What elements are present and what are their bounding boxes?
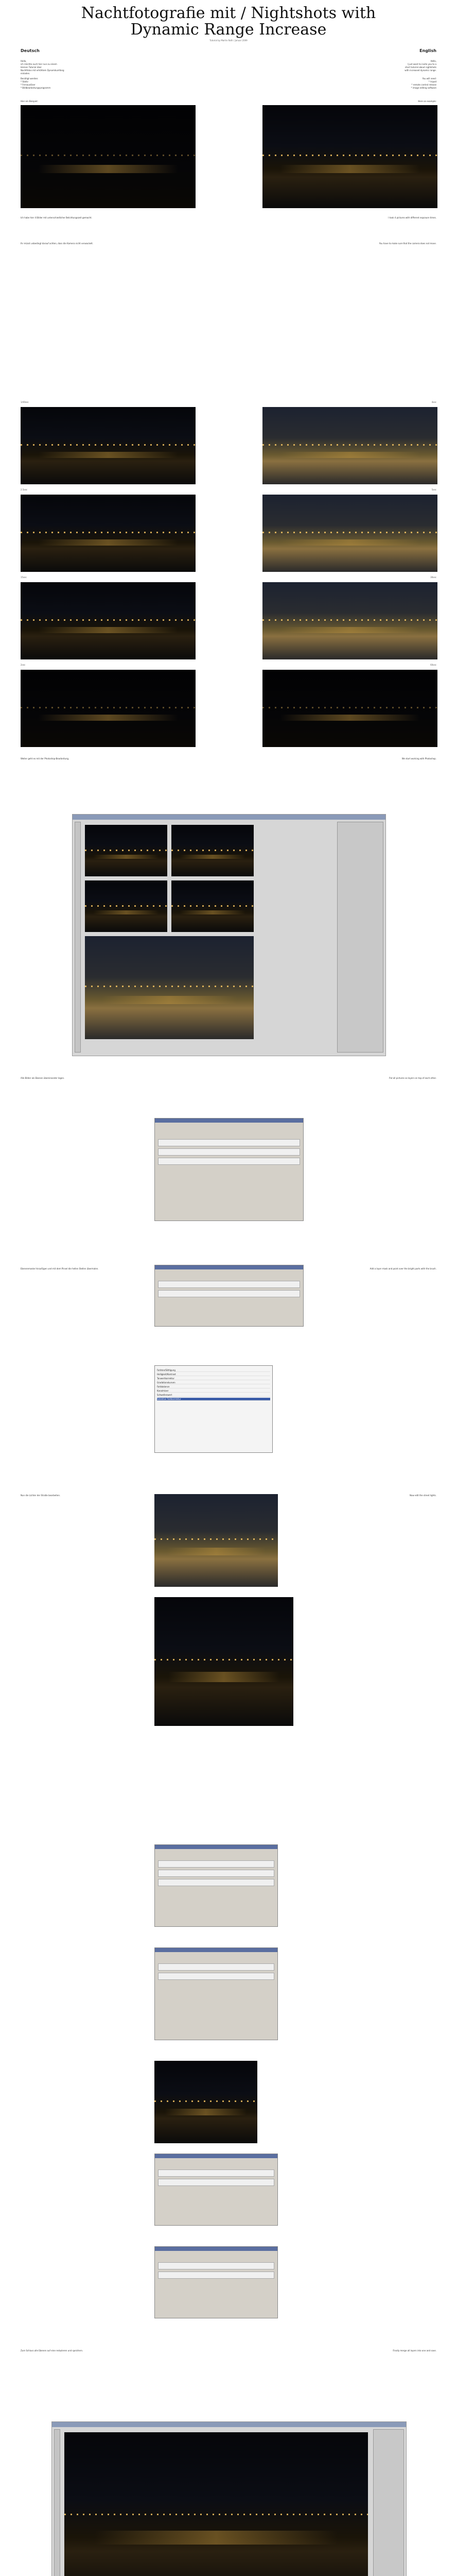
steps-text-de: Ihr müsst unbedingt darauf achten, dass die Kamera nicht verwackelt. bbox=[21, 242, 94, 245]
menu-item[interactable]: Tonwertkorrektur bbox=[157, 1377, 270, 1380]
final-text-en: Finally merge all layers into one and save. bbox=[393, 2349, 436, 2352]
layers-dialog-3 bbox=[154, 1947, 278, 2040]
document-window bbox=[64, 2432, 368, 2576]
title-line-1: Nachtfotografie mit / Nightshots with bbox=[81, 4, 376, 22]
titlebar bbox=[155, 1845, 277, 1849]
exposure-photo bbox=[21, 495, 196, 572]
document-window bbox=[85, 880, 167, 932]
layers-text-en: Put all pictures as layers on top of each other. bbox=[389, 1077, 436, 1079]
example-label-de: Hier ein Beispiel: bbox=[21, 100, 38, 103]
needs-de: Benötigt werden: * Stativ * Fernauslöser * Bildbearbeitungsprogramm bbox=[21, 77, 51, 89]
titlebar bbox=[155, 1948, 277, 1952]
menu-item[interactable]: Helligkeit/Kontrast bbox=[157, 1373, 270, 1376]
layer-row[interactable] bbox=[158, 2179, 274, 2186]
layer-row[interactable] bbox=[158, 1973, 274, 1980]
layers-panel bbox=[373, 2429, 404, 2576]
exposure-photo bbox=[262, 407, 437, 484]
document-window bbox=[85, 825, 167, 876]
example-photo-result bbox=[262, 105, 437, 208]
titlebar bbox=[155, 2247, 277, 2251]
titlebar bbox=[155, 1265, 303, 1269]
mask-photo bbox=[154, 1597, 293, 1726]
exposure-photo bbox=[21, 670, 196, 747]
toolbox bbox=[75, 822, 81, 1053]
photoshop-text-de: Weiter geht es mit der Photoshop-Bearbeitung. bbox=[21, 757, 69, 760]
layer-row[interactable] bbox=[158, 1148, 300, 1156]
document-window bbox=[171, 880, 254, 932]
layers-text-de: Alle Bilder als Ebenen übereinander legen. bbox=[21, 1077, 65, 1079]
layer-row[interactable] bbox=[158, 2272, 274, 2279]
document-window bbox=[85, 936, 254, 1039]
photoshop-text-en: We start working with Photoshop. bbox=[401, 757, 436, 760]
photoshop-final-screenshot bbox=[51, 2421, 407, 2576]
menu-item[interactable]: Farbbalance bbox=[157, 1385, 270, 1388]
titlebar bbox=[155, 2154, 277, 2158]
exposure-label: 2.5sec bbox=[21, 488, 28, 491]
adjustment-menu bbox=[154, 1365, 273, 1453]
intro-en: Hello, I just want to invite you to a short tutorial about nightshots with increased dynamic range. bbox=[405, 60, 436, 72]
example-photo-dark bbox=[21, 105, 196, 208]
lights-text-en: Now edit the street lights. bbox=[410, 1494, 436, 1497]
lights-photo bbox=[154, 1494, 278, 1587]
exposure-label: 60sec bbox=[430, 664, 436, 666]
menu-item[interactable]: Kanalmixer bbox=[157, 1389, 270, 1393]
layers-dialog bbox=[154, 1118, 304, 1221]
example-label-en: Here an example: bbox=[418, 100, 436, 103]
layer-row[interactable] bbox=[158, 2262, 274, 2269]
menu-item[interactable]: Gradationskurven bbox=[157, 1381, 270, 1384]
final-text-de: Zum Schluss alle Ebenen auf eine reduzieren und speichern. bbox=[21, 2349, 83, 2352]
layer-row[interactable] bbox=[158, 1290, 300, 1297]
detail-photo bbox=[154, 2061, 257, 2143]
exposure-photo bbox=[262, 495, 437, 572]
column-heading-english: English bbox=[419, 48, 436, 53]
menu-item-selected[interactable]: Selektive Farbkorrektur bbox=[157, 1398, 270, 1401]
layers-dialog-4 bbox=[154, 2154, 278, 2226]
needs-en: You will need: * tripod * remote control release * image editing software bbox=[411, 77, 436, 89]
page-title bbox=[0, 5, 457, 38]
exposure-label: 5sec bbox=[431, 488, 436, 491]
exposure-photo bbox=[262, 670, 437, 747]
layers-dialog-2 bbox=[154, 1844, 278, 1927]
exposure-label: 30sec bbox=[430, 576, 436, 579]
layer-row[interactable] bbox=[158, 1879, 274, 1886]
exposure-text-en: I took 4 pictures with different exposure times. bbox=[388, 216, 436, 219]
mask-text-de: Ebenenmaske hinzufügen und mit dem Pinsel die hellen Stellen übermalen. bbox=[21, 1267, 99, 1270]
intro-de: Hallo, ich möchte euch hier nun zu einem kleinen Tutorial über Nachtfotos mit erhöhtem Dynamikumfang einladen. bbox=[21, 60, 64, 75]
layer-row[interactable] bbox=[158, 1281, 300, 1288]
menu-item[interactable]: Schwellenwert bbox=[157, 1394, 270, 1397]
titlebar bbox=[52, 2422, 406, 2427]
layer-row[interactable] bbox=[158, 1158, 300, 1165]
exposure-photo bbox=[21, 582, 196, 659]
exposure-photo bbox=[21, 407, 196, 484]
layer-row[interactable] bbox=[158, 2170, 274, 2177]
exposure-photo bbox=[262, 582, 437, 659]
document-window bbox=[171, 825, 254, 876]
menu-item[interactable]: Farbton/Sättigung bbox=[157, 1369, 270, 1372]
exposure-label: 4sec bbox=[431, 401, 436, 403]
titlebar bbox=[73, 815, 385, 820]
layers-panel bbox=[337, 822, 383, 1053]
column-heading-german: Deutsch bbox=[21, 48, 40, 53]
steps-text-en: You have to make sure that the camera does not move. bbox=[379, 242, 436, 245]
credit: Tutorial by Martin Roth / Januar 2009 bbox=[209, 39, 248, 42]
layer-row[interactable] bbox=[158, 1963, 274, 1971]
layer-row[interactable] bbox=[158, 1139, 300, 1146]
layer-row[interactable] bbox=[158, 1860, 274, 1868]
layers-dialog-mask bbox=[154, 1265, 304, 1327]
exposure-label: 2sec bbox=[21, 664, 26, 666]
layers-dialog-5 bbox=[154, 2246, 278, 2318]
layer-row[interactable] bbox=[158, 1870, 274, 1877]
lights-text-de: Nun die Lichter der Straße bearbeiten. bbox=[21, 1494, 61, 1497]
title-line-2: Dynamic Range Increase bbox=[130, 21, 327, 39]
toolbox bbox=[54, 2429, 60, 2576]
exposure-label: 15sec bbox=[21, 576, 27, 579]
exposure-label: 1/40sec bbox=[21, 401, 29, 403]
exposure-text-de: Ich habe hier 4 Bilder mit unterschiedlicher Belichtungszeit gemacht. bbox=[21, 216, 92, 219]
titlebar bbox=[155, 1118, 303, 1123]
photoshop-screenshot bbox=[72, 814, 386, 1056]
mask-text-en: Add a layer mask and paint over the bright parts with the brush. bbox=[370, 1267, 436, 1270]
